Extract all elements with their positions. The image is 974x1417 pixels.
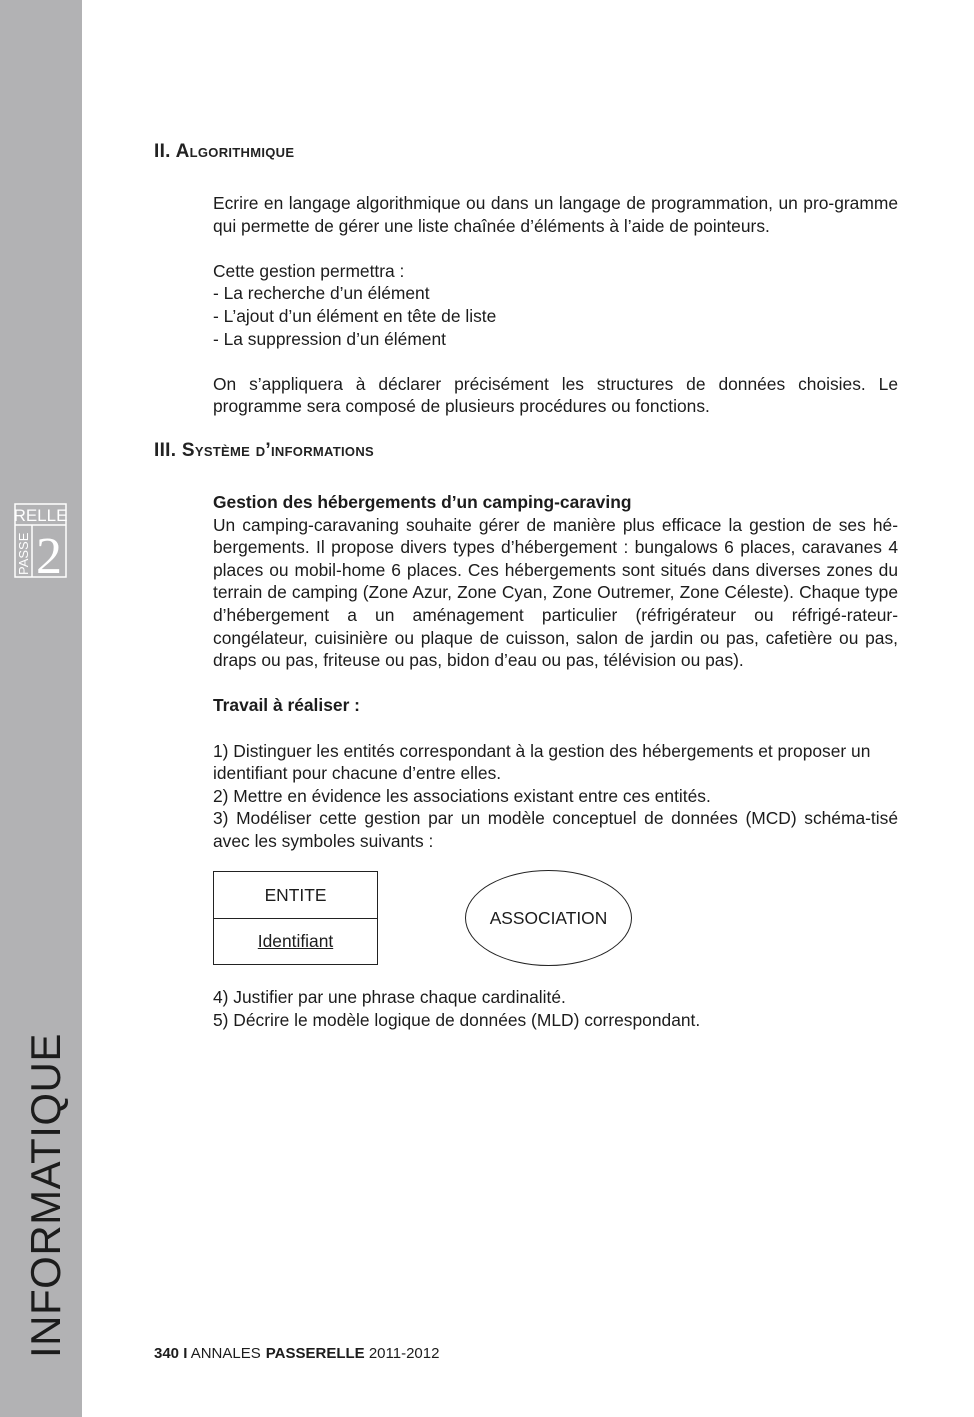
sidebar <box>0 0 82 1417</box>
section-3-paragraph: Un camping-caravaning souhaite gérer de manière plus efficace la gestion de ses hé-bergements. Il propose divers types d’hébergement : bungalows 6 places, caravanes 4 places ou mobil-home 6 places. Ces hébergements sont situés dans diverses zones du terrain de camping (Zone Azur, Zone Cyan, Zone Outremer, Zone Céleste). Chaque type d’hébergement a un aménagement particulier (réfrigérateur ou réfrigé-rateur-congélateur, cuisinière ou plaque de cuisson, salon de jardin ou pas, cafetière ou pas, draps ou pas, friteuse ou pas, bidon d’eau ou pas, télévision ou pas). <box>213 514 898 671</box>
passerelle-2-logo <box>14 503 67 578</box>
page-number: 340 <box>154 1345 180 1362</box>
list-item: - La recherche d’un élément <box>213 283 430 304</box>
entity-symbol <box>213 871 378 965</box>
identifier-label: Identifiant <box>257 931 334 951</box>
task-item: 2) Mettre en évidence les associations existant entre ces entités. <box>213 785 711 806</box>
list-item: - La suppression d’un élément <box>213 328 446 349</box>
list-item: - L’ajout d’un élément en tête de liste <box>213 305 497 326</box>
section-3-title: III. Système d’informations <box>154 440 374 461</box>
identifier-row <box>214 918 377 964</box>
task-item: 1) Distinguer les entités correspondant à la gestion des hébergements et proposer un identifiant pour chacune d’entre elles. <box>213 740 871 784</box>
task-item: 3) Modéliser cette gestion par un modèle conceptuel de données (MCD) schéma-tisé avec les symboles suivants : <box>213 808 898 851</box>
section-3-body <box>213 491 898 853</box>
footer-separator: I <box>183 1345 188 1362</box>
section-2-title: II. Algorithmique <box>154 141 295 162</box>
footer-years: 2011-2012 <box>368 1345 440 1362</box>
footer-brand: PASSERELLE <box>265 1345 365 1362</box>
task-item: 5) Décrire le modèle logique de données (MLD) correspondant. <box>213 1009 701 1030</box>
footer-annales: ANNALES <box>190 1345 261 1362</box>
page-footer <box>154 1345 439 1362</box>
subject-label: INFORMATIQUE <box>22 1033 69 1358</box>
association-symbol <box>465 870 632 966</box>
section-3-tasks-end <box>213 986 898 1031</box>
section-2-body <box>213 192 898 418</box>
section-2-list-intro: Cette gestion permettra : <box>213 260 405 281</box>
logo-number: 2 <box>36 528 62 578</box>
association-label: ASSOCIATION <box>489 907 608 928</box>
section-2-closing: On s’appliquera à déclarer précisément les structures de données choisies. Le programme sera composé de plusieurs procédures ou fonctions. <box>213 373 898 417</box>
logo-top-text: RELLE <box>14 506 67 525</box>
entity-label: ENTITE <box>264 884 327 905</box>
section-3-subtitle: Gestion des hébergements d’un camping-caraving <box>213 492 632 512</box>
work-title: Travail à réaliser : <box>213 695 360 716</box>
section-2-intro: Ecrire en langage algorithmique ou dans un langage de programmation, un pro-gramme qui permette de gérer une liste chaînée d’éléments à l’aide de pointeurs. <box>213 193 898 236</box>
logo-side-text: PASSE <box>16 532 31 575</box>
task-item: 4) Justifier par une phrase chaque cardinalité. <box>213 987 566 1007</box>
